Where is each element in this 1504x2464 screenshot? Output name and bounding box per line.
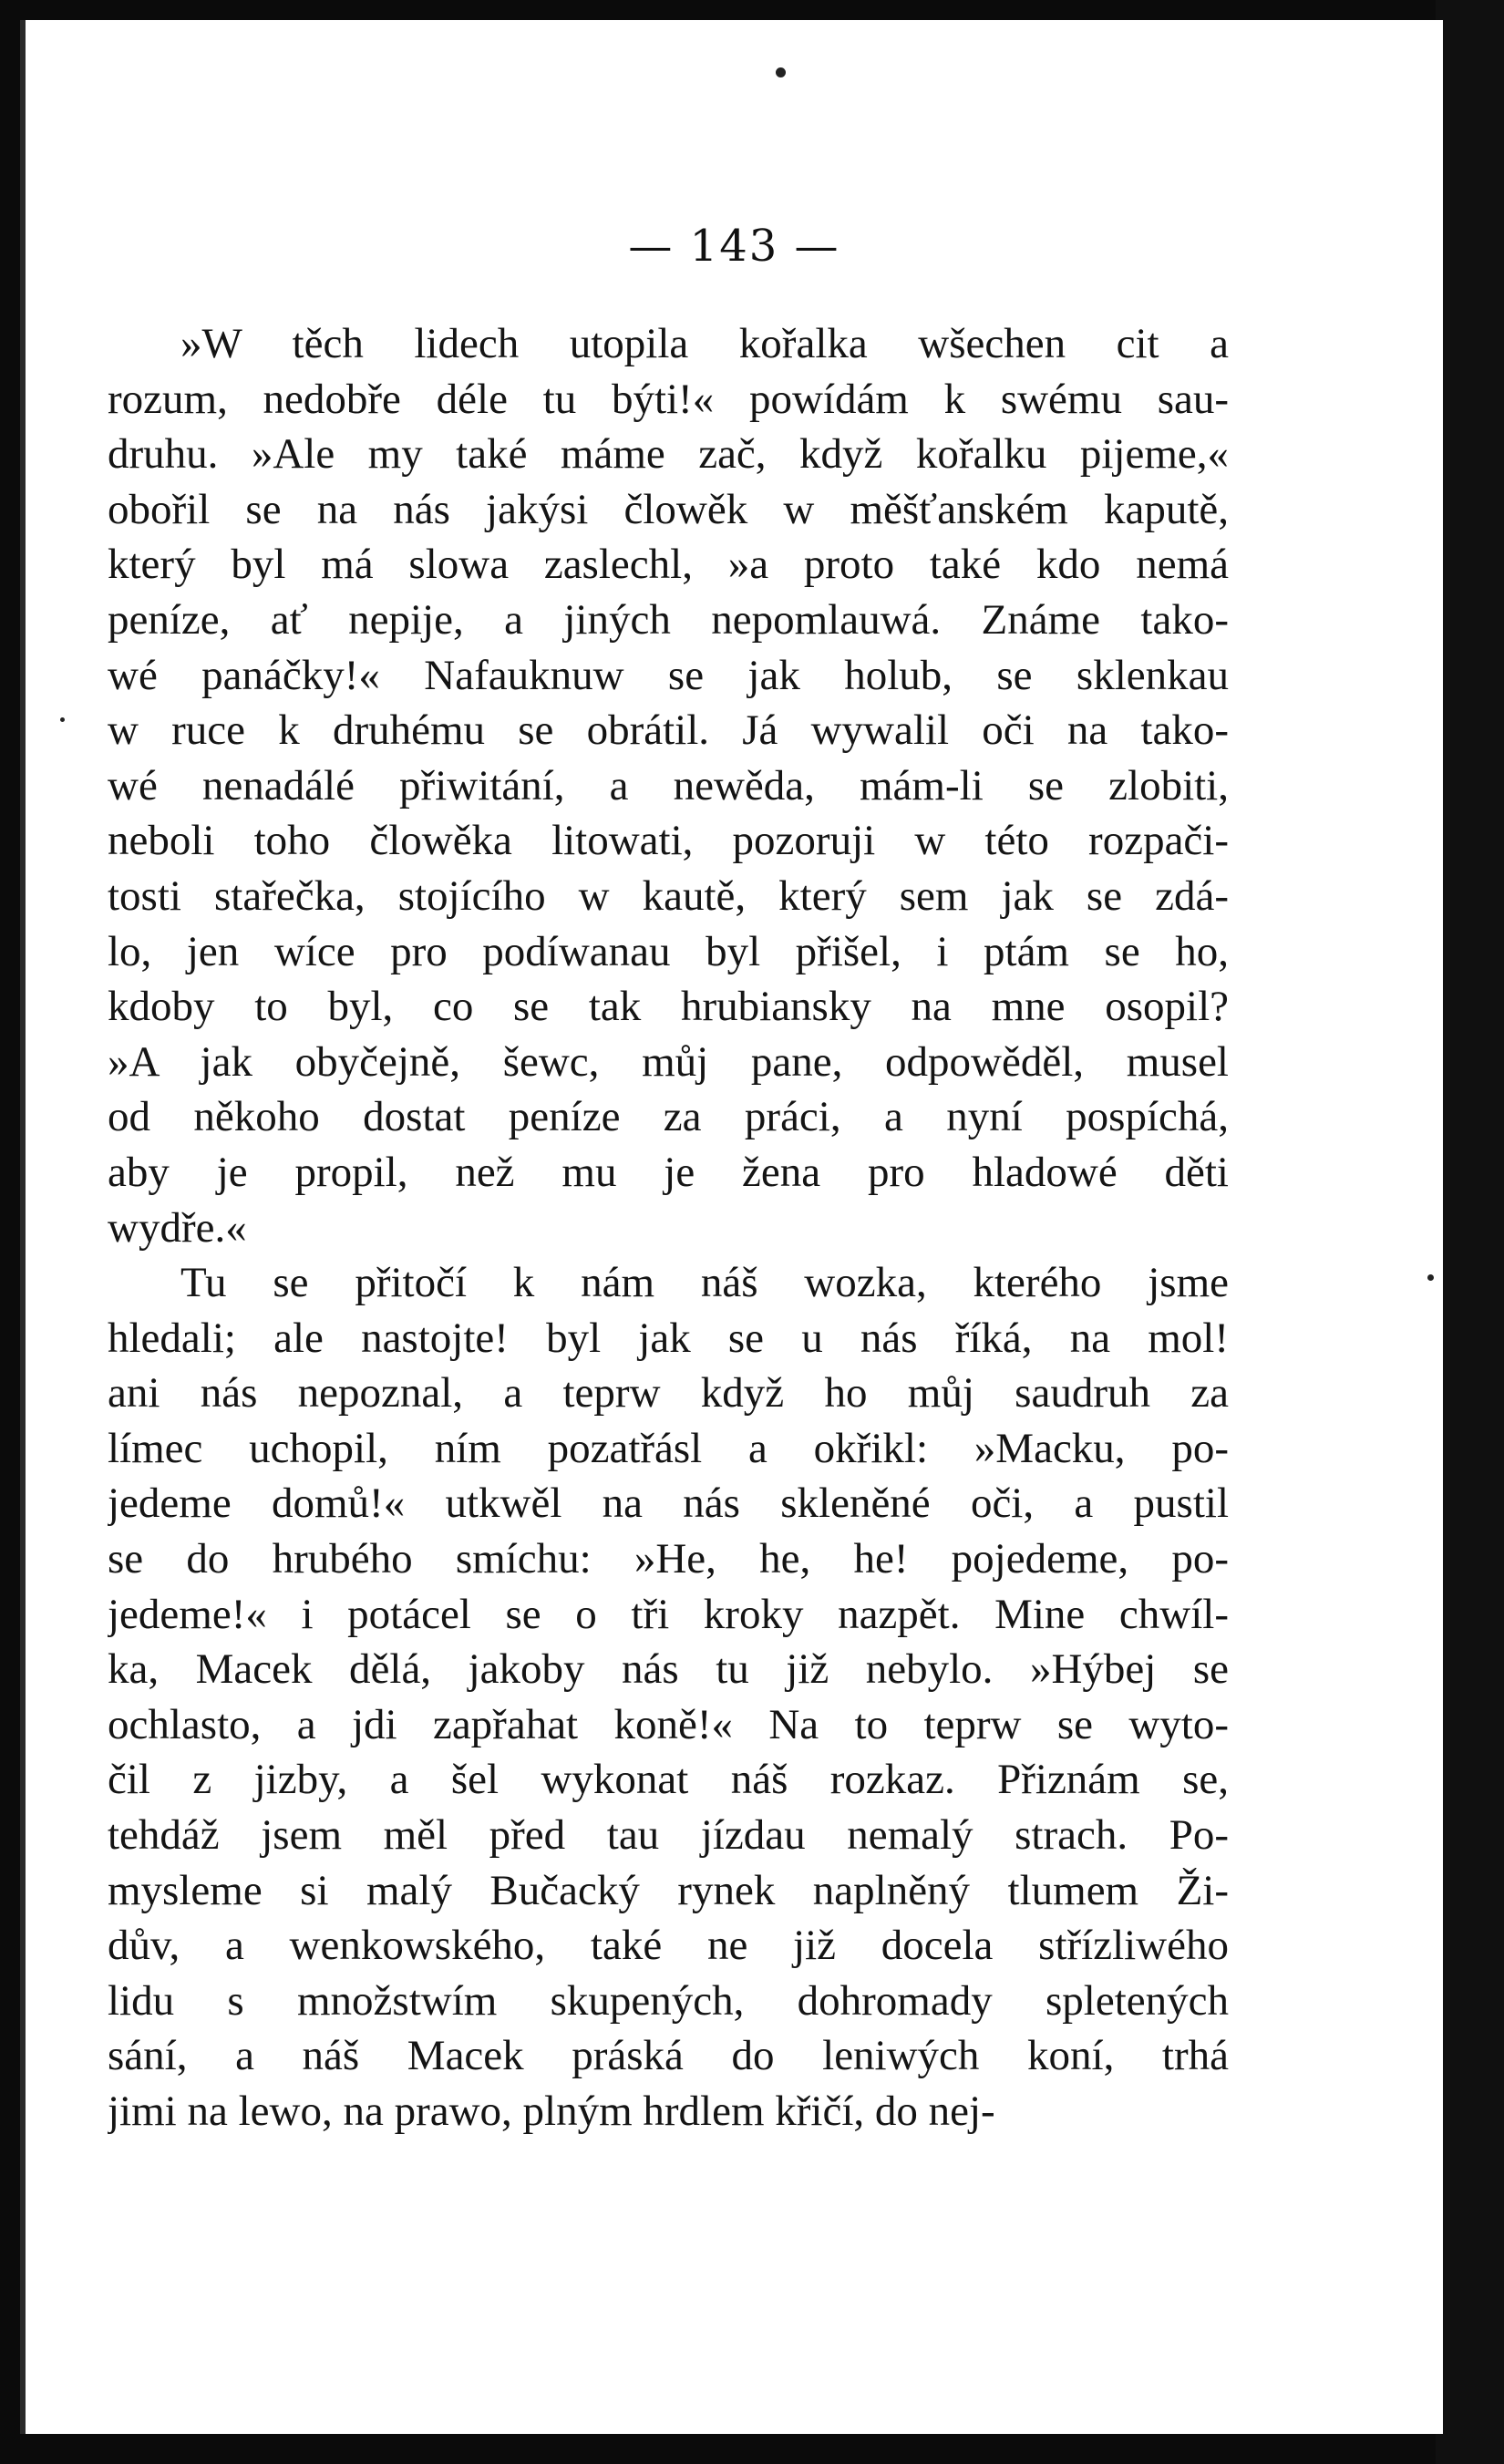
text-line: »A jak obyčejně, šewc, můj pane, odpowěděl, musel	[108, 1037, 1229, 1086]
text-line: w ruce k druhému se obrátil. Já wywalil oči na tako-	[108, 706, 1229, 755]
book-page	[20, 20, 1443, 2434]
text-line: sání, a náš Macek práská do leniwých koní, trhá	[108, 2032, 1229, 2080]
text-line: peníze, ať nepije, a jiných nepomlauwá. Známe tako-	[108, 595, 1229, 644]
text-line: hledali; ale nastojte! byl jak se u nás říká, na mol!	[108, 1314, 1229, 1362]
text-line: lo, jen wíce pro podíwanau byl přišel, i ptám se ho,	[108, 927, 1229, 975]
text-line: jedeme domů!« utkwěl na nás skleněné oči, a pustil	[108, 1479, 1229, 1528]
text-line: který byl má slowa zaslechl, »a proto také kdo nemá	[108, 541, 1229, 589]
text-line: ani nás nepoznal, a teprw když ho můj saudruh za	[108, 1369, 1229, 1418]
text-line: rozum, nedobře déle tu býti!« powídám k swému sau-	[108, 375, 1229, 423]
text-line: ka, Macek dělá, jakoby nás tu již nebylo. »Hýbej se	[108, 1645, 1229, 1694]
page-number: — 143 —	[628, 221, 840, 272]
text-line: od někoho dostat peníze za práci, a nyní pospíchá,	[108, 1093, 1229, 1141]
text-line: dův, a wenkowského, také ne již docela střízliwého	[108, 1922, 1229, 1970]
scan-right-edge	[1436, 0, 1504, 2464]
text-line: druhu. »Ale my také máme zač, když kořalku pijeme,«	[108, 430, 1229, 479]
dust-speck	[776, 67, 786, 77]
dust-speck	[60, 717, 65, 722]
text-line: ochlasto, a jdi zapřahat koně!« Na to teprw se wyto-	[108, 1700, 1229, 1748]
text-line: se do hrubého smíchu: »He, he, he! pojedeme, po-	[108, 1535, 1229, 1583]
text-line: kdoby to byl, co se tak hrubiansky na mne osopil?	[108, 983, 1229, 1031]
text-line: čil z jizby, a šel wykonat náš rozkaz. Přiznám se,	[108, 1756, 1229, 1804]
text-line: lidu s množstwím skupených, dohromady spletených	[108, 1976, 1229, 2025]
dust-speck	[1427, 1274, 1434, 1281]
text-line: wé nenadálé přiwitání, a newěda, mám-li se zlobiti,	[108, 761, 1229, 809]
text-line: Tu se přitočí k nám náš wozka, kterého jsme	[180, 1259, 1229, 1307]
text-line: mysleme si malý Bučacký rynek naplněný tlumem Ži-	[108, 1866, 1229, 1914]
text-line: aby je propil, než mu je žena pro hladowé děti	[108, 1148, 1229, 1196]
text-line: »W těch lidech utopila kořalka wšechen cit a	[180, 320, 1229, 367]
text-line: jedeme!« i potácel se o tři kroky nazpět. Mine chwíl-	[108, 1590, 1229, 1638]
text-line: jimi na lewo, na prawo, plným hrdlem křičí, do nej-	[108, 2088, 995, 2135]
text-line: tehdáž jsem měl před tau jízdau nemalý strach. Po-	[108, 1811, 1229, 1860]
text-line: wé panáčky!« Nafauknuw se jak holub, se sklenkau	[108, 651, 1229, 699]
text-line: límec uchopil, ním pozatřásl a okřikl: »Macku, po-	[108, 1424, 1229, 1472]
text-line: obořil se na nás jakýsi člowěk w měšťanském kaputě,	[108, 485, 1229, 533]
text-line: tosti stařečka, stojícího w kautě, který sem jak se zdá-	[108, 871, 1229, 920]
text-line: wydře.«	[108, 1203, 247, 1252]
body-text	[108, 316, 1229, 2139]
text-line: neboli toho člowěka litowati, pozoruji w této rozpači-	[108, 817, 1229, 865]
